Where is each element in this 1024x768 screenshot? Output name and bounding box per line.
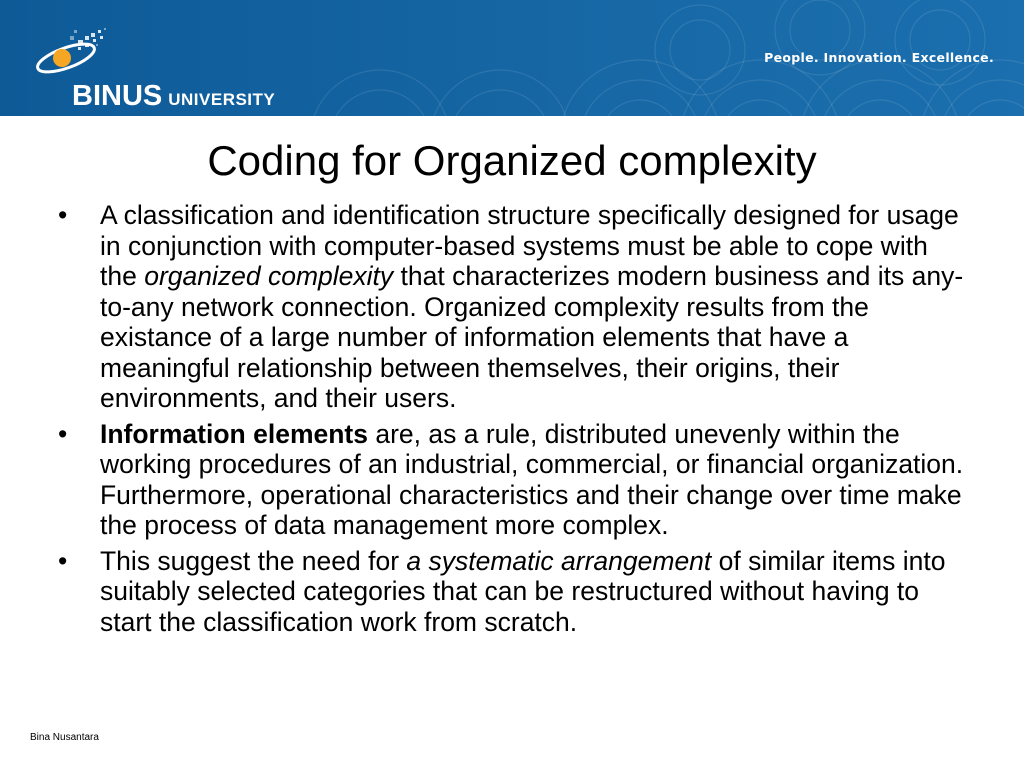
bullet-item <box>58 200 970 414</box>
bullet-marker: • <box>58 545 68 576</box>
binus-logo <box>30 18 300 112</box>
bullet-text: of similar items into suitably selected categories that can be restructured without having to start the classification work from scratch. <box>100 545 946 637</box>
bullet-emphasis: a systematic arrangement <box>406 545 712 576</box>
bullet-strong: Information elements <box>100 418 368 449</box>
bullet-marker: • <box>58 418 68 449</box>
bullet-item <box>58 546 970 638</box>
bullet-text: that characterizes modern business and its any-to-any network connection. Organized complexity results from the existance of a large number of information elements that have a meaningful relationship between themselves, their origins, their environments, and their users. <box>100 261 964 413</box>
bullet-item <box>58 419 970 541</box>
bullet-marker: • <box>58 200 68 230</box>
bullet-text: A classification and identification structure specifically designed for usage in conjunction with computer-based systems must be able to cope with the <box>100 200 959 291</box>
bullet-text: are, as a rule, distributed unevenly within the working procedures of an industrial, commercial, or financial organization. Furthermore, operational characteristics and their change over time make the process of data management more complex. <box>100 418 964 540</box>
bullet-text: This suggest the need for <box>100 545 407 576</box>
slide-title: Coding for Organized complexity <box>207 137 817 184</box>
logo-university-text: UNIVERSITY <box>168 90 276 109</box>
logo-wordmark <box>72 80 275 113</box>
logo-binus-text: BINUS <box>72 80 163 112</box>
footer-text: Bina Nusantara <box>30 732 99 743</box>
tagline: People. Innovation. Excellence. <box>764 50 994 65</box>
header-banner <box>0 0 1024 116</box>
bullet-emphasis: organized complexity <box>144 261 394 291</box>
bullet-list <box>58 200 970 642</box>
